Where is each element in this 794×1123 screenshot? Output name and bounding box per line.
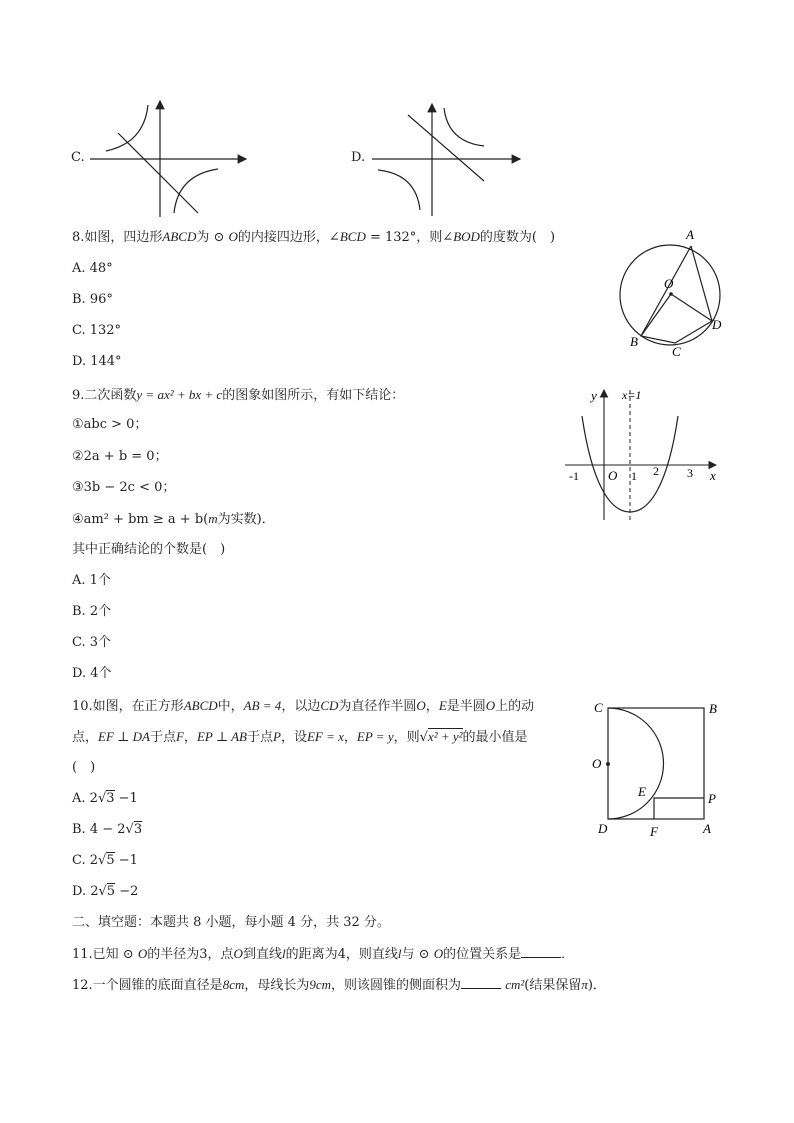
q11-math: O	[233, 946, 243, 961]
q10-part: 是半圆	[446, 699, 486, 714]
q12-part: ，母线长为	[244, 978, 310, 993]
q9-stem-math: y = ax² + bx + c	[136, 387, 223, 402]
q9-c4-part: 为实数)．	[217, 512, 275, 527]
segments-ef-ep	[654, 798, 704, 819]
q10-part: 于点	[149, 730, 176, 745]
center-dot	[606, 762, 610, 766]
label-b: B	[709, 701, 717, 716]
q11-math: l	[397, 946, 402, 961]
q8-option-b[interactable]: B. 96°	[72, 292, 113, 307]
hyperbola-branch-lower	[378, 170, 420, 210]
q10-part: 上的动	[495, 699, 535, 714]
q9-c4-part: ④am² + bm ≥ a + b(	[72, 512, 209, 527]
q9-conclusion-3: ③3b − 2c < 0；	[72, 480, 176, 495]
label-d: D	[712, 317, 722, 332]
label-e: E	[638, 784, 646, 799]
q8-stem	[72, 228, 555, 247]
q9-stem-part: 9.二次函数	[72, 388, 137, 403]
q9-option-a[interactable]: A. 1个	[72, 573, 111, 588]
q8-figure-circle	[612, 224, 734, 364]
q11-answer-blank[interactable]	[521, 945, 561, 958]
hyperbola-branch-upper	[444, 108, 484, 146]
q10-part: 为直径作半圆	[338, 699, 417, 714]
q10-math: ABCD	[183, 698, 218, 713]
q9-option-d[interactable]: D. 4个	[72, 666, 112, 681]
q10-part: ，	[343, 730, 357, 745]
q11-part: 3	[199, 947, 208, 962]
q11-part: 的位置关系是	[443, 947, 522, 962]
q10-math: EP = y	[356, 729, 394, 744]
q10-part: 10.如图，在正方形	[72, 699, 184, 714]
q11-part: 的半径为	[147, 947, 200, 962]
q10-opt-part: −1	[114, 791, 138, 806]
q10-stem-line2	[72, 728, 528, 747]
q11-stem	[72, 945, 574, 964]
q10-math: O	[416, 698, 426, 713]
q11-part: ，则直线	[345, 947, 398, 962]
q10-opt-part: A. 2	[72, 791, 98, 806]
q8-stem-math: BOD	[453, 229, 480, 244]
q10-option-b[interactable]	[72, 821, 142, 839]
hyperbola-branch-upper	[106, 105, 148, 151]
q10-math: EP ⊥ AB	[196, 729, 247, 744]
q10-part: ，设	[280, 730, 307, 745]
q10-math: O	[485, 698, 496, 713]
q10-part: ，	[183, 730, 197, 745]
q9-conclusion-1: ①abc > 0；	[72, 417, 148, 432]
q11-part: 与 ⊙	[401, 947, 434, 962]
q8-option-a[interactable]: A. 48°	[72, 261, 113, 276]
line-graph	[118, 133, 198, 213]
q9-option-c[interactable]: C. 3个	[72, 635, 112, 650]
q10-math: F	[175, 729, 184, 744]
q10-part: 中，	[217, 699, 244, 714]
segment-ob	[641, 294, 671, 336]
q10-part: ，以边	[281, 699, 321, 714]
q11-math: O	[137, 946, 148, 961]
label-o: O	[592, 756, 602, 771]
q11-math: l	[281, 946, 286, 961]
center-dot	[669, 292, 673, 296]
q10-figure-square	[588, 696, 728, 841]
q10-opt-part: D. 2	[72, 884, 99, 899]
q11-part: 11.已知 ⊙	[72, 947, 138, 962]
quadrilateral-abcd	[641, 246, 712, 343]
q10-opt-radicand: 5	[106, 884, 116, 899]
label-p: P	[708, 791, 716, 806]
q9-option-b[interactable]: B. 2个	[72, 604, 112, 619]
q10-part: ，则	[393, 730, 420, 745]
label-b: B	[630, 334, 638, 349]
q12-math: 8cm	[222, 977, 245, 992]
tick-2: 2	[653, 464, 659, 478]
sqrt-sign: √	[97, 791, 107, 806]
label-origin: O	[608, 468, 618, 483]
tick-1: 1	[631, 469, 637, 483]
label-a: A	[686, 227, 694, 242]
q12-part: (结果保留	[524, 978, 582, 993]
q8-stem-part: 的度数为( )	[479, 230, 556, 245]
q12-math: π	[581, 977, 588, 992]
q10-math-radicand: x² + y²	[427, 729, 463, 744]
q12-part: 12.一个圆锥的底面直径是	[72, 978, 223, 993]
q12-part: )．	[587, 978, 606, 993]
q10-option-c[interactable]	[72, 852, 138, 870]
q10-part: ，	[425, 699, 439, 714]
square-abcd	[608, 708, 704, 819]
semicircle-o	[608, 708, 664, 819]
q12-answer-blank[interactable]	[461, 976, 501, 989]
section-heading-fill-in: 二、填空题：本题共 8 小题，每小题 4 分，共 32 分。	[72, 915, 390, 930]
q8-stem-math: BCD	[339, 229, 366, 244]
q11-part: ．	[561, 947, 575, 962]
q12-part: ，则该圆锥的侧面积为	[331, 978, 462, 993]
label-x-eq-1: x=1	[622, 388, 642, 402]
q8-stem-math: O	[228, 229, 238, 244]
q10-part: 点，	[72, 730, 99, 745]
q11-part: 到直线	[242, 947, 282, 962]
q10-opt-radicand: 3	[133, 822, 143, 837]
q10-math: AB = 4	[243, 698, 282, 713]
q8-stem-part: = 132°，则∠	[365, 230, 454, 245]
q11-math: O	[433, 946, 444, 961]
tick-neg1: -1	[569, 469, 579, 483]
q9-question: 其中正确结论的个数是( )	[72, 542, 226, 557]
label-a: A	[703, 821, 711, 836]
label-o: O	[664, 276, 674, 291]
q9-stem	[72, 386, 404, 405]
label-c: C	[594, 700, 603, 715]
q9-c4-math: m	[208, 511, 218, 526]
q10-opt-radicand: 5	[106, 853, 115, 868]
sqrt-sign: √	[98, 853, 107, 868]
q9-conclusion-4	[72, 510, 275, 529]
q8-option-c[interactable]: C. 132°	[72, 323, 122, 338]
label-c: C	[672, 344, 681, 359]
q9-stem-part: 的图象如图所示，有如下结论：	[222, 388, 405, 403]
q10-stem-line3: ( )	[72, 760, 96, 775]
q8-stem-math: ABCD	[162, 229, 197, 244]
q10-part: 的最小值是	[462, 730, 528, 745]
tick-3: 3	[687, 466, 693, 480]
q10-opt-part: C. 2	[72, 853, 99, 868]
sqrt-sign: √	[419, 730, 428, 745]
q10-opt-radicand: 3	[106, 791, 115, 806]
q9-conclusion-2: ②2a + b = 0；	[72, 449, 168, 464]
q8-stem-part: 8.如图，四边形	[72, 230, 163, 245]
q10-stem-line1	[72, 697, 534, 716]
label-f: F	[650, 824, 658, 839]
graph-option-c	[90, 95, 255, 220]
q12-stem	[72, 976, 606, 995]
q11-part: 4	[337, 947, 346, 962]
q10-math: E	[438, 698, 447, 713]
hyperbola-branch-lower	[174, 169, 218, 213]
q10-opt-part: −2	[115, 884, 139, 899]
q12-math: 9cm	[309, 977, 332, 992]
q8-option-d[interactable]: D. 144°	[72, 354, 122, 369]
label-d: D	[598, 821, 608, 836]
q10-option-d[interactable]	[72, 883, 138, 901]
sqrt-sign: √	[125, 822, 134, 837]
graph-option-c-label: C.	[71, 150, 85, 165]
q9-figure-parabola	[560, 384, 725, 524]
graph-option-d-label: D.	[351, 150, 366, 165]
q10-math: P	[272, 729, 281, 744]
q10-opt-part: −1	[114, 853, 138, 868]
q11-part: 的距离为	[285, 947, 338, 962]
graph-option-d	[372, 100, 527, 218]
q8-stem-part: 为 ⊙	[196, 230, 229, 245]
sqrt-sign: √	[98, 884, 107, 899]
q8-stem-part: 的内接四边形，∠	[237, 230, 340, 245]
q12-math: cm²	[505, 977, 525, 992]
q11-part: ，点	[207, 947, 234, 962]
q10-math: EF ⊥ DA	[98, 729, 150, 744]
q10-opt-part: B. 4 − 2	[72, 822, 126, 837]
q10-part: 于点	[246, 730, 273, 745]
q10-option-a[interactable]	[72, 790, 138, 808]
label-y: y	[591, 388, 597, 403]
label-x: x	[710, 468, 716, 483]
q10-math: CD	[320, 698, 339, 713]
q10-math: EF = x	[306, 729, 344, 744]
line-graph	[408, 115, 484, 181]
